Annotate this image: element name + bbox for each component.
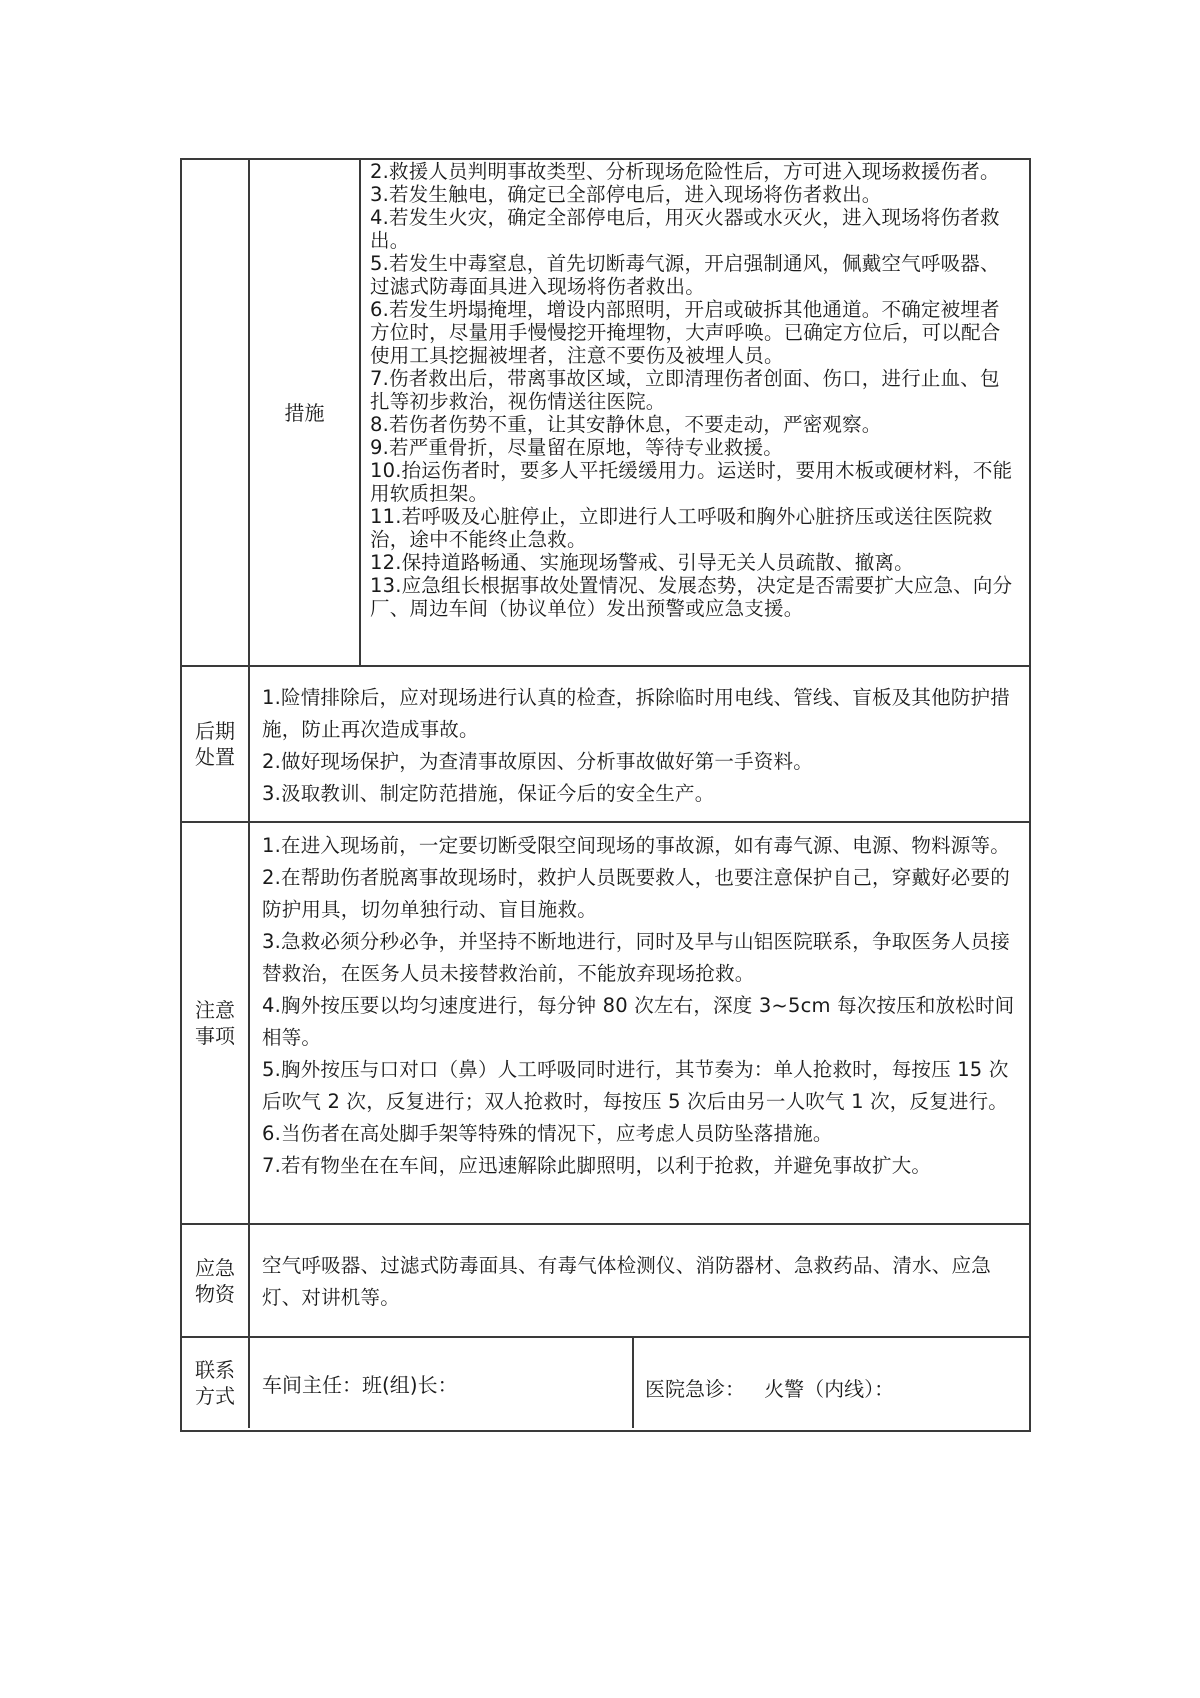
supplies-content bbox=[262, 1250, 1018, 1334]
measures-item: 3.若发生触电，确定已全部停电后，进入现场将伤者救出。 bbox=[370, 183, 882, 206]
measures-label: 措施 bbox=[284, 400, 325, 425]
divider bbox=[180, 1336, 1029, 1338]
precautions-label: 注意 事项 bbox=[195, 998, 235, 1048]
measures-item: 6.若发生坍塌掩埋，增设内部照明，开启或破拆其他通道。不确定被埋者方位时，尽量用手慢慢挖开掩埋物，大声呼唤。已确定方位后，可以配合使用工具挖掘被埋者，注意不要伤及被埋人员。 bbox=[370, 298, 1001, 367]
measures-item: 8.若伤者伤势不重，让其安静休息，不要走动，严密观察。 bbox=[370, 413, 882, 436]
precautions-item: 5.胸外按压与口对口（鼻）人工呼吸同时进行，其节奏为：单人抢救时，每按压 15 次后吹气 2 次，反复进行；双人抢救时，每按压 5 次后由另一人吹气 1 次，反复进行。 bbox=[262, 1058, 1009, 1113]
divider bbox=[180, 1223, 1029, 1225]
measures-item: 4.若发生火灾，确定全部停电后，用灭火器或水灭火，进入现场将伤者救出。 bbox=[370, 206, 1000, 252]
precautions-content bbox=[262, 830, 1018, 1222]
aftermath-item: 2.做好现场保护，为查清事故原因、分析事故做好第一手资料。 bbox=[262, 750, 813, 773]
aftermath-item: 1.险情排除后，应对现场进行认真的检查，拆除临时用电线、管线、盲板及其他防护措施，防止再次造成事故。 bbox=[262, 686, 1010, 741]
precautions-item: 6.当伤者在高处脚手架等特殊的情况下，应考虑人员防坠落措施。 bbox=[262, 1122, 833, 1145]
measures-item: 2.救援人员判明事故类型、分析现场危险性后，方可进入现场救援伤者。 bbox=[370, 160, 1000, 183]
measures-item: 13.应急组长根据事故处置情况、发展态势，决定是否需要扩大应急、向分厂、周边车间（协议单位）发出预警或应急支援。 bbox=[370, 574, 1013, 620]
divider bbox=[180, 665, 1029, 667]
divider bbox=[359, 158, 361, 665]
contact-label: 联系 方式 bbox=[195, 1358, 235, 1408]
aftermath-item: 3.汲取教训、制定防范措施，保证今后的安全生产。 bbox=[262, 782, 715, 805]
contact-right: 医院急诊： 火警（内线）： bbox=[645, 1377, 895, 1401]
precautions-item: 1.在进入现场前，一定要切断受限空间现场的事故源，如有毒气源、电源、物料源等。 bbox=[262, 834, 1010, 857]
measures-item: 7.伤者救出后，带离事故区域，立即清理伤者创面、伤口，进行止血、包扎等初步救治，视伤情送往医院。 bbox=[370, 367, 1000, 413]
supplies-text: 空气呼吸器、过滤式防毒面具、有毒气体检测仪、消防器材、急救药品、清水、应急灯、对讲机等。 bbox=[262, 1254, 991, 1309]
supplies-label: 应急 物资 bbox=[195, 1255, 235, 1306]
precautions-item: 7.若有物坐在在车间，应迅速解除此脚照明，以利于抢救，并避免事故扩大。 bbox=[262, 1154, 932, 1177]
aftermath-label: 后期 处置 bbox=[195, 719, 235, 769]
precautions-item: 4.胸外按压要以均匀速度进行，每分钟 80 次左右，深度 3~5cm 每次按压和放松时间相等。 bbox=[262, 994, 1015, 1049]
measures-content bbox=[370, 160, 1018, 663]
divider bbox=[632, 1336, 634, 1428]
contact-left: 车间主任：班(组)长： bbox=[262, 1373, 458, 1397]
measures-item: 12.保持道路畅通、实施现场警戒、引导无关人员疏散、撤离。 bbox=[370, 551, 914, 574]
precautions-item: 2.在帮助伤者脱离事故现场时，救护人员既要救人，也要注意保护自己，穿戴好必要的防护用具，切勿单独行动、盲目施救。 bbox=[262, 866, 1010, 921]
measures-item: 9.若严重骨折，尽量留在原地，等待专业救援。 bbox=[370, 436, 784, 459]
aftermath-content bbox=[262, 682, 1018, 818]
measures-item: 10.抬运伤者时，要多人平托缓缓用力。运送时，要用木板或硬材料，不能用软质担架。 bbox=[370, 459, 1013, 505]
measures-item: 11.若呼吸及心脏停止，立即进行人工呼吸和胸外心脏挤压或送往医院救治，途中不能终止急救。 bbox=[370, 505, 993, 551]
measures-item: 5.若发生中毒窒息，首先切断毒气源，开启强制通风，佩戴空气呼吸器、过滤式防毒面具进入现场将伤者救出。 bbox=[370, 252, 1000, 298]
precautions-item: 3.急救必须分秒必争，并坚持不断地进行，同时及早与山铝医院联系，争取医务人员接替救治，在医务人员未接替救治前，不能放弃现场抢救。 bbox=[262, 930, 1010, 985]
divider bbox=[180, 821, 1029, 823]
